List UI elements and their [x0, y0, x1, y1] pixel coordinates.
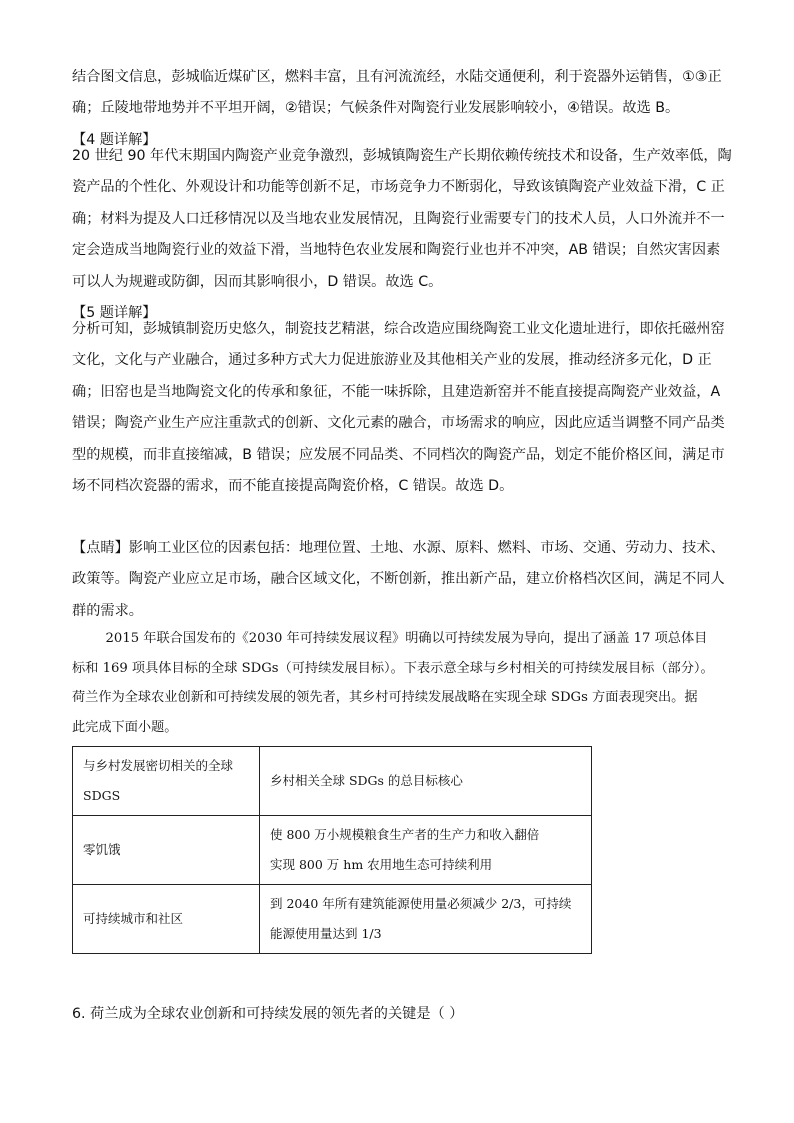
table-cell-core	[260, 816, 592, 885]
material-intro	[72, 624, 732, 742]
table-header-cell: 乡村相关全球 SDGs 的总目标核心	[260, 747, 592, 816]
cell-line: 使 800 万小规模粮食生产者的生产力和收入翻倍	[270, 827, 540, 842]
text-line: 型的规模，而非直接缩减，B 错误；应发展不同品类、不同档次的陶瓷产品，划定不能价格区间，满足市	[72, 446, 725, 463]
table-cell-goal: 可持续城市和社区	[73, 885, 260, 954]
text-line: 定会造成当地陶瓷行业的效益下滑，当地特色农业发展和陶瓷行业也并不冲突，AB 错误；自然灾害因素	[72, 242, 721, 259]
sdg-table	[72, 746, 592, 954]
cell-line: 到 2040 年所有建筑能源使用量必须减少 2/3，可持续	[270, 896, 572, 911]
text-line: 场不同档次瓷器的需求，而不能直接提高陶瓷价格，C 错误。故选 D。	[72, 478, 514, 495]
text-line: 标和 169 项具体目标的全球 SDGs（可持续发展目标）。下表示意全球与乡村相关的可持续发展目标（部分）。	[72, 660, 714, 676]
text-line: 政策等。陶瓷产业应立足市场，融合区域文化，不断创新，推出新产品，建立价格档次区间，满足不同人	[72, 571, 725, 588]
key-point-paragraph	[72, 533, 725, 627]
cell-line: 实现 800 万 hm 农用地生态可持续利用	[270, 857, 493, 872]
answer-paragraph-q5	[72, 314, 725, 502]
table-cell-goal: 零饥饿	[73, 816, 260, 885]
cell-line: 能源使用量达到 1/3	[270, 926, 382, 941]
table-row	[73, 816, 592, 885]
text-line: 可以人为规避或防御，因而其影响很小，D 错误。故选 C。	[72, 273, 443, 290]
text-line: 此完成下面小题。	[72, 719, 178, 735]
text-line: 群的需求。	[72, 602, 143, 619]
table-cell-core	[260, 885, 592, 954]
text-line: 确；丘陵地带地势并不平坦开阔，②错误；气候条件对陶瓷行业发展影响较小，④错误。故选 B。	[72, 100, 680, 117]
table-row	[73, 885, 592, 954]
text-line: 结合图文信息，彭城临近煤矿区，燃料丰富，且有河流流经，水陆交通便利，利于瓷器外运销售，①③正	[72, 69, 722, 85]
text-line: 2015 年联合国发布的《2030 年可持续发展议程》明确以可持续发展为导向，提出了涵盖 17 项总体目	[72, 631, 708, 646]
text-line: 分析可知，彭城镇制瓷历史悠久，制瓷技艺精湛，综合改造应围绕陶瓷工业文化遗址进行，即依托磁州窑	[72, 321, 725, 337]
text-line: 确；材料为提及人口迁移情况以及当地农业发展情况，且陶瓷行业需要专门的技术人员，人口外流并不一	[72, 210, 725, 227]
text-line: 20 世纪 90 年代末期国内陶瓷产业竞争激烈，彭城镇陶瓷生产长期依赖传统技术和设备，生产效率低，陶	[72, 148, 732, 164]
text-line: 荷兰作为全球农业创新和可持续发展的领先者，其乡村可持续发展战略在实现全球 SDGs 方面表现突出。据	[72, 690, 698, 705]
text-line: 错误；陶瓷产业生产应注重款式的创新、文化元素的融合，市场需求的响应，因此应适当调整不同产品类	[72, 415, 725, 432]
text-line: 【点睛】影响工业区位的因素包括：地理位置、土地、水源、原料、燃料、市场、交通、劳动力、技术、	[72, 540, 725, 556]
section-heading-q4: 【4 题详解】	[72, 131, 157, 148]
text-line: 瓷产品的个性化、外观设计和功能等创新不足，市场竞争力不断弱化，导致该镇陶瓷产业效益下滑，C 正	[72, 179, 725, 196]
text-line: 确；旧窑也是当地陶瓷文化的传承和象征，不能一味拆除，且建造新窑并不能直接提高陶瓷产业效益，A	[72, 383, 721, 400]
text-line: 文化，文化与产业融合，通过多种方式大力促进旅游业及其他相关产业的发展，推动经济多元化，D 正	[72, 352, 712, 369]
section-heading-q5: 【5 题详解】	[72, 305, 157, 322]
question-6: 6. 荷兰成为全球农业创新和可持续发展的领先者的关键是（ ）	[72, 1006, 464, 1022]
table-header-row	[73, 747, 592, 816]
table-header-cell: 与乡村发展密切相关的全球 SDGS	[73, 747, 260, 816]
